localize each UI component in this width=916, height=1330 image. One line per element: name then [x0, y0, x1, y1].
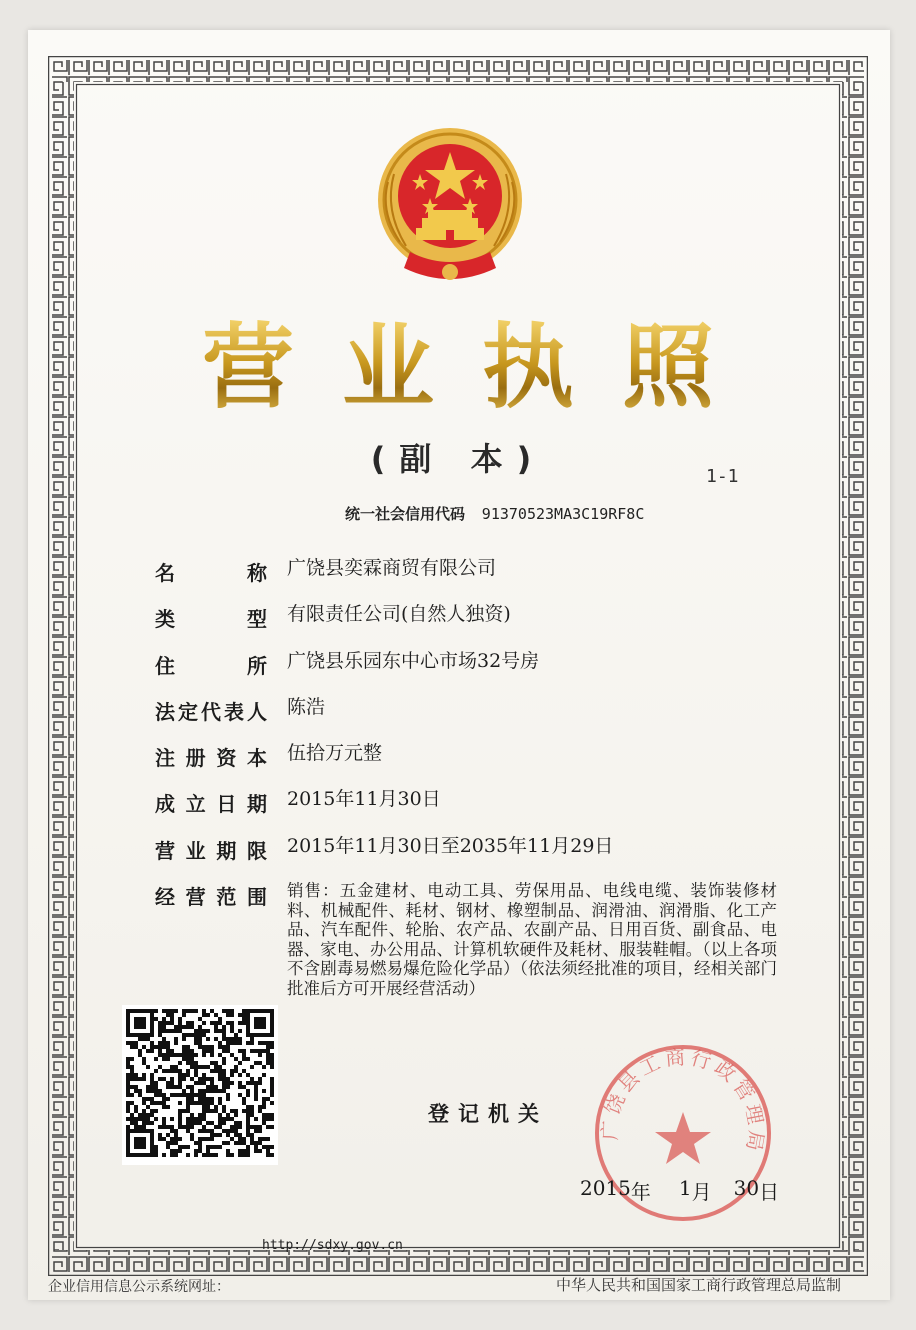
registration-authority-label: 登记机关: [428, 1102, 548, 1126]
field-value: 2015年11月30日至2035年11月29日: [287, 835, 614, 857]
field-label: 住 所: [155, 654, 267, 678]
document-title: 营业执照: [0, 318, 916, 418]
field-label: 类 型: [155, 607, 267, 631]
field-label: 经 营 范 围: [155, 885, 267, 909]
document-subtitle: (副 本): [370, 440, 546, 478]
field-value: 广饶县奕霖商贸有限公司: [287, 557, 497, 579]
seal-text: 广饶县工商行政管理局: [597, 1044, 769, 1157]
field-label: 注 册 资 本: [155, 746, 267, 770]
field-value: 2015年11月30日: [287, 788, 441, 810]
field-label: 法 定 代 表 人: [155, 700, 267, 724]
footer-supervisor: 中华人民共和国国家工商行政管理总局监制: [556, 1276, 842, 1294]
field-value: 销售：五金建材、电动工具、劳保用品、电线电缆、装饰装修材料、机械配件、耗材、钢材、橡塑制品、润滑油、润滑脂、化工产品、汽车配件、轮胎、农产品、农副产品、日用百货、副食品、电器、家电、办公用品、计算机软硬件及耗材、服装鞋帽。（以上各项不含剧毒易燃易爆危险化学品）（依法须经批准的项目，经相关部门批准后方可开展经营活动）: [287, 881, 777, 998]
registration-date: 2015 年 1 月 30 日: [580, 1176, 780, 1204]
system-url: http://sdxy.gov.cn: [262, 1238, 403, 1253]
serial-number: 1-1: [706, 466, 739, 487]
credit-code-row: [345, 503, 644, 524]
field-value: 有限责任公司(自然人独资): [287, 603, 511, 625]
field-value: 陈浩: [287, 696, 326, 718]
credit-code-label: 统一社会信用代码: [345, 505, 466, 523]
qr-code: [122, 1005, 278, 1165]
national-emblem-icon: [370, 122, 530, 292]
footer-system-label: 企业信用信息公示系统网址：: [48, 1279, 230, 1295]
field-label: 名 称: [155, 561, 267, 585]
field-value: 广饶县乐园东中心市场32号房: [287, 650, 540, 672]
field-value: 伍拾万元整: [287, 742, 383, 764]
field-label: 成 立 日 期: [155, 792, 267, 816]
credit-code-value: 91370523MA3C19RF8C: [481, 505, 645, 523]
field-label: 营 业 期 限: [155, 839, 267, 863]
